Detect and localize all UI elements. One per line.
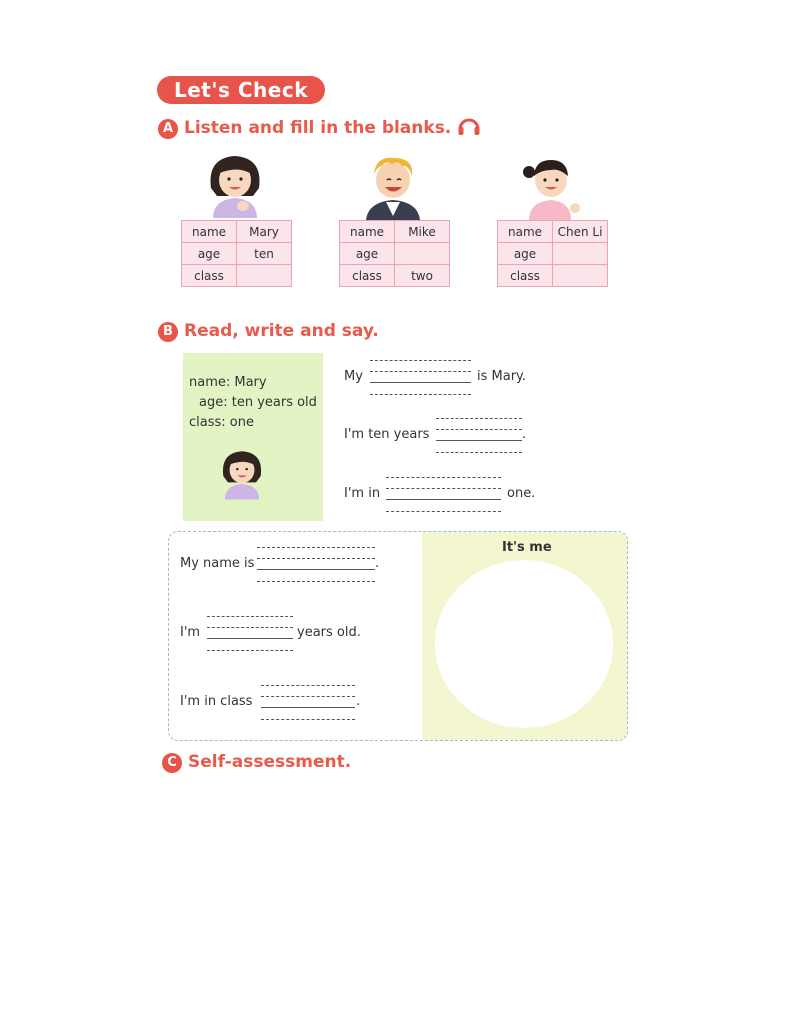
section-c-badge: C: [162, 753, 182, 773]
box-sentence-3-end: .: [356, 694, 361, 709]
card-class-line: class: one: [189, 415, 254, 430]
box-sentence-2-end: years old.: [297, 625, 361, 640]
section-b-title: Read, write and say.: [184, 321, 379, 341]
section-a-heading: [158, 115, 481, 139]
headphones-icon[interactable]: [457, 115, 481, 137]
table-cell: class: [340, 265, 395, 287]
table-cell: class: [498, 265, 553, 287]
section-a-badge: A: [158, 119, 178, 139]
mary-small-illustration: [217, 445, 267, 501]
table-row: [340, 265, 450, 287]
self-intro-box: [168, 531, 628, 741]
b-sentence-1-end: is Mary.: [477, 369, 527, 384]
photo-title: It's me: [502, 540, 552, 555]
section-c-heading: [162, 752, 351, 773]
info-card: [183, 353, 323, 521]
b-blank-3[interactable]: [386, 475, 501, 515]
info-table-chen-li: [497, 220, 608, 287]
section-a-title: Listen and fill in the blanks.: [184, 118, 452, 138]
table-cell: age: [340, 243, 395, 265]
mary-illustration: [203, 148, 267, 220]
box-sentence-1-end: .: [375, 556, 380, 571]
box-blank-3[interactable]: [261, 683, 355, 723]
card-age-line: age: ten years old: [199, 395, 317, 410]
table-row: [340, 243, 450, 265]
b-blank-2[interactable]: [436, 416, 522, 456]
table-row: [498, 221, 608, 243]
info-table-mary: [181, 220, 292, 287]
section-b-badge: B: [158, 322, 178, 342]
table-cell: name: [182, 221, 237, 243]
section-b-heading: [158, 321, 379, 342]
box-blank-2[interactable]: [207, 614, 293, 654]
blank-cell[interactable]: [553, 265, 608, 287]
chen-li-illustration: [515, 150, 585, 220]
table-cell: Chen Li: [553, 221, 608, 243]
table-cell: Mike: [395, 221, 450, 243]
lets-check-banner: Let's Check: [157, 76, 325, 104]
b-sentence-3-start: I'm in: [344, 486, 381, 501]
table-row: [498, 265, 608, 287]
b-sentence-2-end: .: [522, 427, 527, 442]
table-row: [498, 243, 608, 265]
table-cell: name: [498, 221, 553, 243]
b-sentence-2-start: I'm ten years: [344, 427, 430, 442]
table-row: [182, 265, 292, 287]
photo-circle[interactable]: [435, 560, 613, 728]
info-table-mike: [339, 220, 450, 287]
table-cell: two: [395, 265, 450, 287]
table-cell: Mary: [237, 221, 292, 243]
box-sentence-3-start: I'm in class: [180, 694, 253, 709]
card-name-line: name: Mary: [189, 375, 267, 390]
blank-cell[interactable]: [553, 243, 608, 265]
table-cell: ten: [237, 243, 292, 265]
table-row: [182, 221, 292, 243]
b-blank-1[interactable]: [370, 358, 471, 398]
box-sentence-1-start: My name is: [180, 556, 255, 571]
table-cell: name: [340, 221, 395, 243]
section-c-title: Self-assessment.: [188, 752, 352, 772]
table-cell: class: [182, 265, 237, 287]
b-sentence-1-start: My: [344, 369, 363, 384]
b-sentence-3-end: one.: [507, 486, 536, 501]
box-sentence-2-start: I'm: [180, 625, 201, 640]
mike-illustration: [358, 150, 428, 220]
blank-cell[interactable]: [237, 265, 292, 287]
table-cell: age: [498, 243, 553, 265]
box-blank-1[interactable]: [257, 545, 375, 585]
blank-cell[interactable]: [395, 243, 450, 265]
table-row: [182, 243, 292, 265]
table-row: [340, 221, 450, 243]
table-cell: age: [182, 243, 237, 265]
